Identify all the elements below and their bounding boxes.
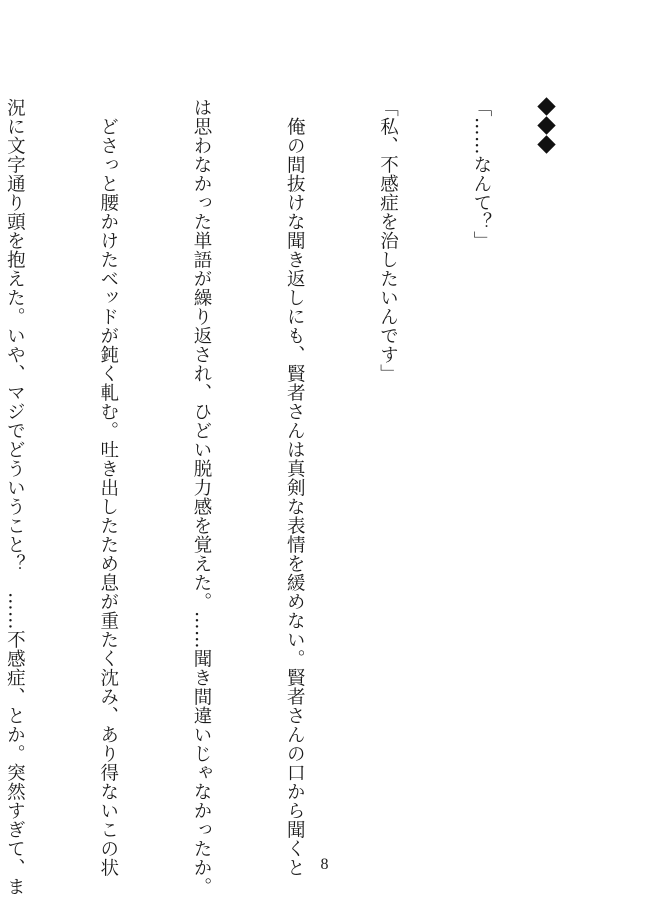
text-line: は思わなかった単語が繰り返され、ひどい脱力感を覚えた。……聞き間違いじゃなかったか。 (190, 98, 212, 896)
vertical-body-text (0, 98, 559, 896)
text-line: 「私、不感症を治したいんです」 (377, 98, 399, 383)
text-line: どさっと腰かけたベッドが鈍く軋む。吐き出したため息が重たく沈み、あり得ないこの状 (97, 98, 119, 877)
page-number: 8 (320, 856, 329, 873)
text-line: 俺の間抜けな聞き返しにも、賢者さんは真剣な表情を緩めない。賢者さんの口から聞くと (284, 98, 306, 877)
text-line: 「……なんて？」 (470, 98, 492, 250)
text-line: 況に文字通り頭を抱えた。いや、マジでどういうこと？ ……不感症、とか。突然すぎて、ま (4, 98, 26, 896)
